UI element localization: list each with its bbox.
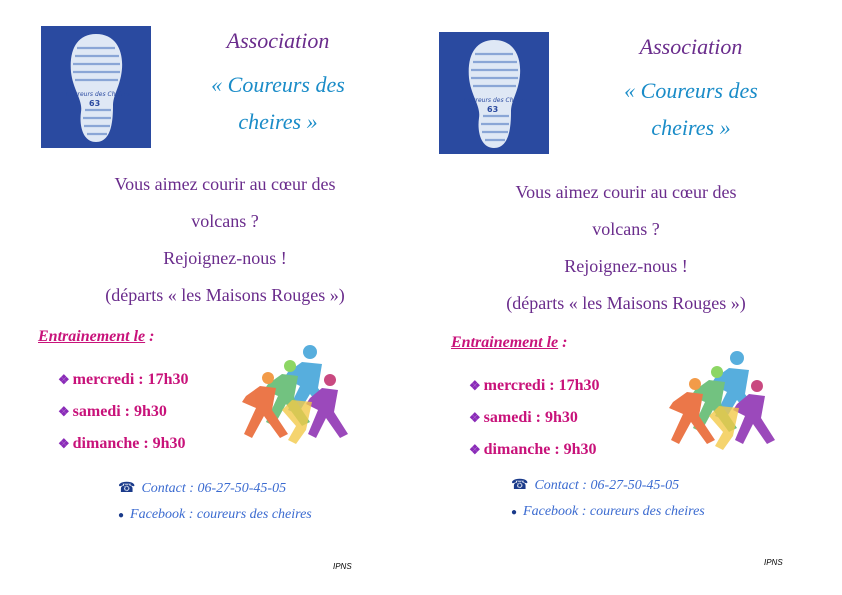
intro-line-4: (départs « les Maisons Rouges »): [105, 285, 345, 305]
phone-icon: ☎: [511, 478, 529, 493]
intro-line-1: Vous aimez courir au cœur des: [515, 182, 737, 202]
svg-text:63: 63: [487, 105, 499, 114]
diamond-bullet-icon: ❖: [469, 378, 481, 393]
schedule-item: ❖ dimanche : 9h30: [469, 441, 597, 458]
shoe-print-icon: [41, 26, 151, 148]
diamond-bullet-icon: ❖: [58, 436, 70, 451]
intro-line-3: Rejoignez-nous !: [163, 248, 287, 268]
facebook-icon: ●: [511, 507, 518, 518]
contact-facebook: ● Facebook : coureurs des cheires: [511, 504, 705, 519]
svg-text:Coureurs des Cheires: Coureurs des Cheires: [65, 91, 131, 98]
schedule-item: ❖ mercredi : 17h30: [469, 377, 600, 394]
contact-info: [118, 476, 312, 528]
diamond-bullet-icon: ❖: [58, 404, 70, 419]
intro-text: [441, 174, 811, 322]
svg-text:Coureurs des Cheires: Coureurs des Cheires: [463, 97, 529, 104]
svg-text:63: 63: [89, 99, 101, 108]
contact-phone: ☎ Contact : 06-27-50-45-05: [118, 481, 287, 496]
training-label: Entrainement le :: [38, 328, 155, 345]
association-title: [591, 32, 791, 150]
schedule-item: ❖ samedi : 9h30: [469, 409, 578, 426]
runners-illustration: [659, 346, 779, 456]
intro-line-1: Vous aimez courir au cœur des: [114, 174, 336, 194]
contact-info: [511, 473, 705, 525]
training-label: Entrainement le :: [451, 334, 568, 351]
intro-line-4: (départs « les Maisons Rouges »): [506, 293, 746, 313]
intro-text: [40, 166, 410, 314]
title-line-2: « Coureurs des: [211, 72, 345, 97]
intro-line-3: Rejoignez-nous !: [564, 256, 688, 276]
title-line-1: Association: [226, 28, 330, 53]
intro-line-2: volcans ?: [592, 219, 660, 239]
schedule-item: ❖ mercredi : 17h30: [58, 371, 189, 388]
club-logo: [41, 26, 151, 148]
shoe-print-icon: [439, 32, 549, 154]
ipns-mention: IPNS: [333, 562, 352, 571]
contact-facebook: ● Facebook : coureurs des cheires: [118, 507, 312, 522]
contact-phone: ☎ Contact : 06-27-50-45-05: [511, 478, 680, 493]
diamond-bullet-icon: ❖: [469, 442, 481, 457]
diamond-bullet-icon: ❖: [469, 410, 481, 425]
title-line-2: « Coureurs des: [624, 78, 758, 103]
ipns-mention: IPNS: [764, 558, 783, 567]
runners-illustration: [232, 340, 352, 450]
intro-line-2: volcans ?: [191, 211, 259, 231]
facebook-icon: ●: [118, 510, 125, 521]
association-title: [178, 26, 378, 144]
title-line-1: Association: [639, 34, 743, 59]
title-line-3: cheires »: [238, 109, 318, 134]
schedule-list: [58, 364, 188, 460]
schedule-item: ❖ dimanche : 9h30: [58, 435, 186, 452]
title-line-3: cheires »: [651, 115, 731, 140]
diamond-bullet-icon: ❖: [58, 372, 70, 387]
schedule-list: [469, 370, 599, 466]
phone-icon: ☎: [118, 481, 136, 496]
flyer-right: [421, 0, 842, 595]
club-logo: [439, 32, 549, 154]
schedule-item: ❖ samedi : 9h30: [58, 403, 167, 420]
